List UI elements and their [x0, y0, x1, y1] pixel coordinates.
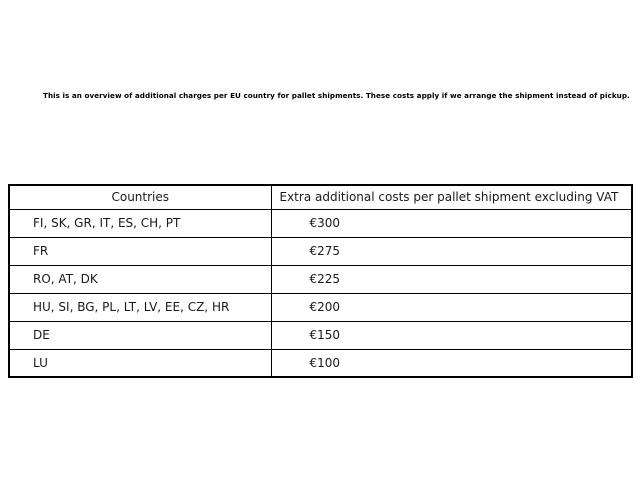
- costs-column-header: Extra additional costs per pallet shipment excluding VAT: [271, 185, 632, 209]
- cost-cell: €300: [271, 209, 632, 237]
- countries-cell: FR: [9, 237, 271, 265]
- countries-cell: HU, SI, BG, PL, LT, LV, EE, CZ, HR: [9, 293, 271, 321]
- countries-cell: DE: [9, 321, 271, 349]
- cost-cell: €275: [271, 237, 632, 265]
- table-row: [9, 209, 632, 237]
- charges-table-container: [8, 184, 633, 378]
- table-row: [9, 237, 632, 265]
- table-row: [9, 349, 632, 377]
- table-row: [9, 265, 632, 293]
- cost-cell: €200: [271, 293, 632, 321]
- charges-table: [8, 184, 633, 378]
- countries-cell: LU: [9, 349, 271, 377]
- overview-note: This is an overview of additional charges per EU country for pallet shipments. These costs apply if we arrange the shipment instead of pickup.: [43, 91, 630, 100]
- table-row: [9, 321, 632, 349]
- table-body: [9, 209, 632, 377]
- table-header-row: [9, 185, 632, 209]
- countries-column-header: Countries: [9, 185, 271, 209]
- table-row: [9, 293, 632, 321]
- cost-cell: €150: [271, 321, 632, 349]
- countries-cell: RO, AT, DK: [9, 265, 271, 293]
- countries-cell: FI, SK, GR, IT, ES, CH, PT: [9, 209, 271, 237]
- cost-cell: €225: [271, 265, 632, 293]
- cost-cell: €100: [271, 349, 632, 377]
